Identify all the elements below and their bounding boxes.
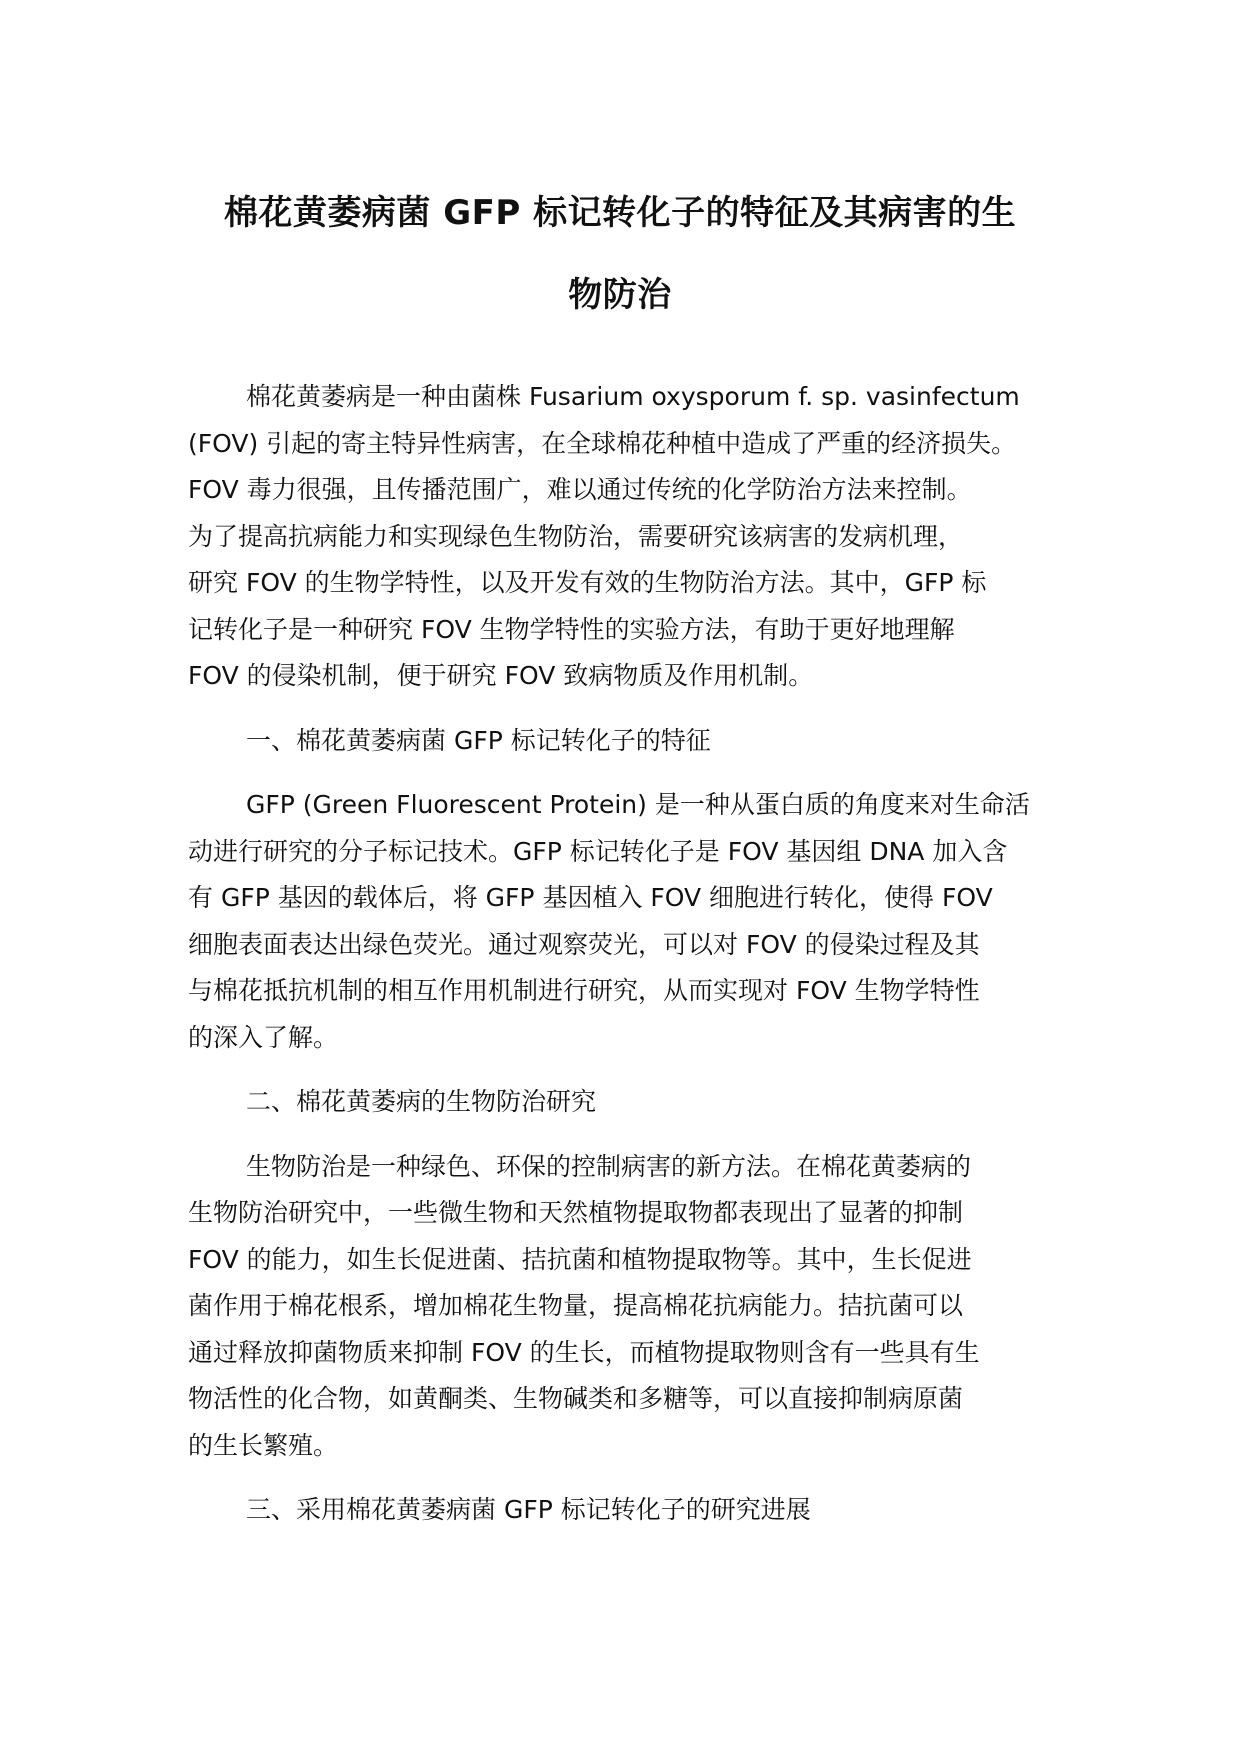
paragraph-line: 为了提高抗病能力和实现绿色生物防治，需要研究该病害的发病机理， xyxy=(188,521,964,551)
paragraph-line: 的深入了解。 xyxy=(188,1022,339,1052)
paragraph-gap xyxy=(188,1469,1048,1487)
paragraph-line: 菌作用于棉花根系，增加棉花生物量，提高棉花抗病能力。拮抗菌可以 xyxy=(188,1291,964,1320)
paragraph-line: 有 GFP 基因的载体后，将 GFP 基因植入 FOV 细胞进行转化，使得 FOV xyxy=(188,883,993,912)
paragraph-line: 棉花黄萎病是一种由菌株 Fusarium oxysporum f. sp. vasinfectum xyxy=(246,382,1020,411)
paragraph-line: FOV 的侵染机制，便于研究 FOV 致病物质及作用机制。 xyxy=(188,661,814,690)
paragraph-line: 记转化子是一种研究 FOV 生物学特性的实验方法，有助于更好地理解 xyxy=(188,614,955,644)
paragraph-line: 与棉花抵抗机制的相互作用机制进行研究，从而实现对 FOV 生物学特性 xyxy=(188,976,980,1005)
paragraph-line: (FOV) 引起的寄主特异性病害，在全球棉花种植中造成了严重的经济损失。 xyxy=(188,428,1017,458)
paragraph-line: 的生长繁殖。 xyxy=(188,1430,339,1460)
paragraph-line: GFP (Green Fluorescent Protein) 是一种从蛋白质的角度来对生命活 xyxy=(246,790,1030,819)
paragraph-line: 动进行研究的分子标记技术。GFP 标记转化子是 FOV 基因组 DNA 加入含 xyxy=(188,836,1008,866)
gfp-paragraph xyxy=(188,782,1048,1061)
paragraph-line: FOV 毒力很强，且传播范围广，难以通过传统的化学防治方法来控制。 xyxy=(188,475,972,504)
title-line: 棉花黄萎病菌 GFP 标记转化子的特征及其病害的生 xyxy=(223,193,1017,233)
intro-paragraph xyxy=(188,374,1048,700)
section-heading-1 xyxy=(188,718,1048,765)
biocontrol-paragraph xyxy=(188,1144,1048,1470)
paragraph-gap xyxy=(188,1061,1048,1079)
paragraph-line: 细胞表面表达出绿色荧光。通过观察荧光，可以对 FOV 的侵染过程及其 xyxy=(188,929,980,959)
document-body xyxy=(188,374,1048,1534)
paragraph-line: 物活性的化合物，如黄酮类、生物碱类和多糖等，可以直接抑制病原菌 xyxy=(188,1384,964,1413)
paragraph-line: 生物防治研究中，一些微生物和天然植物提取物都表现出了显著的抑制 xyxy=(188,1198,964,1227)
paragraph-gap xyxy=(188,700,1048,718)
section-heading-text: 二、棉花黄萎病的生物防治研究 xyxy=(246,1087,597,1116)
section-heading-text: 三、采用棉花黄萎病菌 GFP 标记转化子的研究进展 xyxy=(246,1495,811,1524)
paragraph-line: 生物防治是一种绿色、环保的控制病害的新方法。在棉花黄萎病的 xyxy=(246,1151,972,1181)
paragraph-line: 研究 FOV 的生物学特性，以及开发有效的生物防治方法。其中，GFP 标 xyxy=(188,568,987,597)
document-title xyxy=(185,172,1055,336)
paragraph-line: FOV 的能力，如生长促进菌、拮抗菌和植物提取物等。其中，生长促进 xyxy=(188,1244,972,1274)
title-line: 物防治 xyxy=(568,275,672,315)
paragraph-line: 通过释放抑菌物质来抑制 FOV 的生长，而植物提取物则含有一些具有生 xyxy=(188,1337,980,1367)
section-heading-2 xyxy=(188,1079,1048,1126)
paragraph-gap xyxy=(188,1126,1048,1144)
paragraph-gap xyxy=(188,764,1048,782)
section-heading-text: 一、棉花黄萎病菌 GFP 标记转化子的特征 xyxy=(246,725,711,755)
section-heading-3 xyxy=(188,1487,1048,1534)
